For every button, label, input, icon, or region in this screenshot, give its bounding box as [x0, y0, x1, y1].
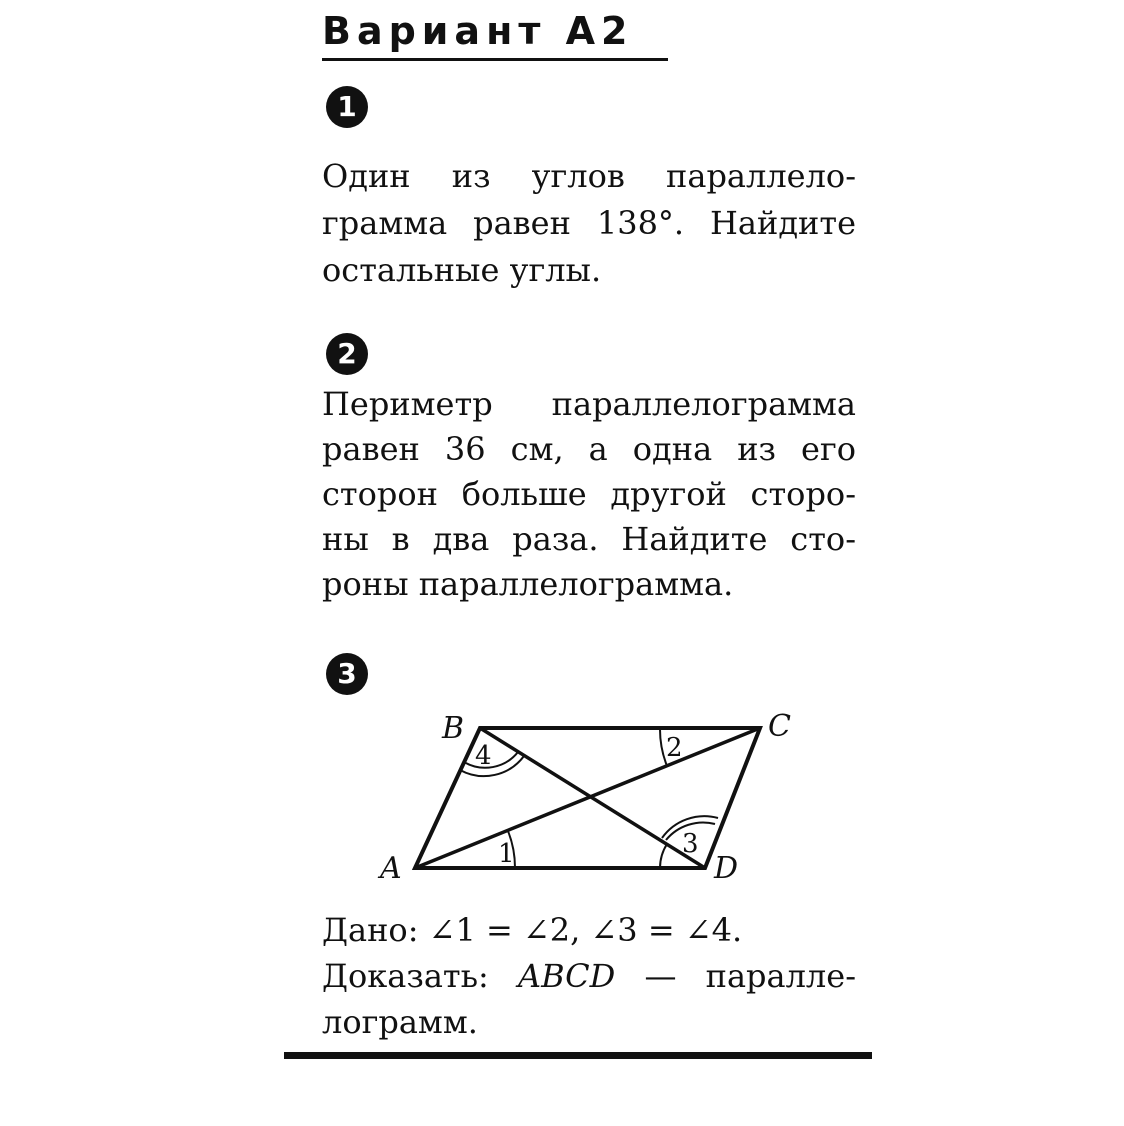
task-2-line-1: Периметр параллелограмма: [322, 385, 856, 423]
angle-4-arc-outer: [460, 756, 524, 776]
task-1-line-2: грамма равен 138°. Найдите: [322, 204, 856, 242]
prove-statement-line-2: лограмм.: [322, 1003, 478, 1041]
variant-title: Вариант А2: [322, 9, 634, 53]
bottom-rule: [284, 1052, 872, 1059]
task-2-number-badge: 2: [326, 333, 368, 375]
parallelogram-figure: [360, 700, 820, 900]
diagonal-ac: [415, 728, 760, 868]
task-2-line-4: ны в два раза. Найдите сто-: [322, 520, 856, 558]
task-2-line-5: роны параллелограмма.: [322, 565, 734, 603]
angle-3-arc-outer: [660, 844, 667, 868]
prove-subject: ABCD: [517, 957, 616, 995]
prove-statement-line-1: [322, 956, 856, 996]
angle-4-label: 4: [475, 741, 492, 771]
vertex-d-label: D: [714, 851, 739, 886]
task-1-number-badge: 1: [326, 86, 368, 128]
angle-3-label: 3: [682, 829, 699, 859]
task-1-line-1: Один из углов параллело-: [322, 157, 856, 195]
given-statement: [322, 910, 742, 950]
given-text: ∠1 = ∠2, ∠3 = ∠4.: [428, 911, 743, 949]
vertex-a-label: A: [380, 851, 402, 886]
task-1-line-3: остальные углы.: [322, 251, 602, 289]
angle-1-label: 1: [498, 839, 515, 869]
task-3-number-badge: 3: [326, 653, 368, 695]
task-2-line-3: сторон больше другой сторо-: [322, 475, 856, 513]
task-2-line-2: равен 36 см, а одна из его: [322, 430, 856, 468]
prove-label: Доказать:: [322, 957, 518, 995]
title-underline: [322, 58, 668, 61]
vertex-c-label: C: [768, 709, 791, 744]
angle-2-label: 2: [666, 733, 683, 763]
prove-rest: — паралле-: [615, 957, 856, 995]
given-label: Дано:: [322, 911, 429, 949]
vertex-b-label: B: [442, 711, 465, 746]
